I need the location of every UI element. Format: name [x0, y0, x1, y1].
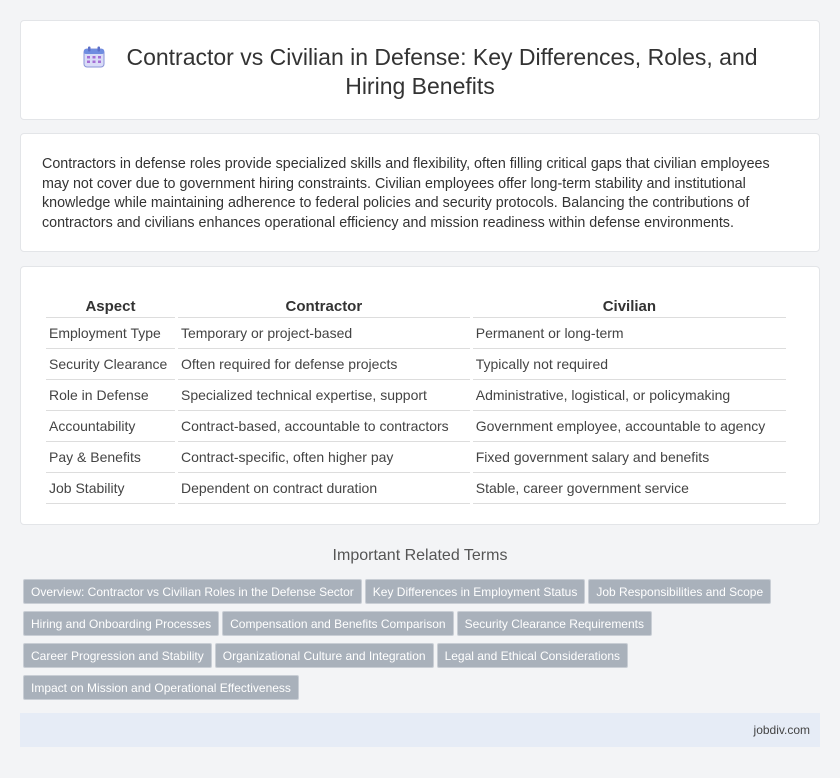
- table-cell: Role in Defense: [46, 380, 175, 411]
- header-aspect: Aspect: [46, 296, 175, 318]
- table-cell: Temporary or project-based: [178, 318, 470, 349]
- related-term-tag[interactable]: Legal and Ethical Considerations: [437, 643, 628, 668]
- header-civilian: Civilian: [473, 296, 786, 318]
- table-cell: Employment Type: [46, 318, 175, 349]
- table-row: [46, 349, 786, 380]
- table-row: [46, 473, 786, 504]
- table-cell: Typically not required: [473, 349, 786, 380]
- header-card: [20, 20, 820, 120]
- related-term-tag[interactable]: Career Progression and Stability: [23, 643, 212, 668]
- intro-card: [20, 133, 820, 252]
- related-term-tag[interactable]: Overview: Contractor vs Civilian Roles in the Defense Sector: [23, 579, 362, 604]
- table-cell: Accountability: [46, 411, 175, 442]
- table-cell: Job Stability: [46, 473, 175, 504]
- calendar-icon: [82, 45, 106, 69]
- table-cell: Government employee, accountable to agency: [473, 411, 786, 442]
- table-row: [46, 380, 786, 411]
- table-cell: Pay & Benefits: [46, 442, 175, 473]
- related-terms-heading: Important Related Terms: [332, 547, 508, 564]
- related-term-tag[interactable]: Job Responsibilities and Scope: [588, 579, 771, 604]
- related-term-tag[interactable]: Security Clearance Requirements: [457, 611, 652, 636]
- table-cell: Security Clearance: [46, 349, 175, 380]
- header-contractor: Contractor: [178, 296, 470, 318]
- related-term-tag[interactable]: Impact on Mission and Operational Effectiveness: [23, 675, 299, 700]
- comparison-card: [20, 266, 820, 525]
- table-cell: Specialized technical expertise, support: [178, 380, 470, 411]
- footer-site-link[interactable]: jobdiv.com: [753, 723, 810, 737]
- related-terms-list: [23, 579, 783, 707]
- table-cell: Contract-specific, often higher pay: [178, 442, 470, 473]
- table-row: [46, 318, 786, 349]
- table-cell: Fixed government salary and benefits: [473, 442, 786, 473]
- title-text: Contractor vs Civilian in Defense: Key Differences, Roles, and Hiring Benefits: [126, 44, 758, 99]
- page-title: [21, 43, 819, 101]
- table-cell: Dependent on contract duration: [178, 473, 470, 504]
- table-cell: Permanent or long-term: [473, 318, 786, 349]
- table-cell: Contract-based, accountable to contractors: [178, 411, 470, 442]
- footer: [20, 713, 820, 747]
- table-header-row: [46, 296, 786, 318]
- comparison-table: [43, 296, 789, 504]
- table-cell: Administrative, logistical, or policymaking: [473, 380, 786, 411]
- table-cell: Often required for defense projects: [178, 349, 470, 380]
- related-term-tag[interactable]: Key Differences in Employment Status: [365, 579, 586, 604]
- related-term-tag[interactable]: Organizational Culture and Integration: [215, 643, 434, 668]
- table-row: [46, 411, 786, 442]
- table-cell: Stable, career government service: [473, 473, 786, 504]
- intro-paragraph: Contractors in defense roles provide specialized skills and flexibility, often filling critical gaps that civilian employees may not cover due to government hiring constraints. Civilian employees offer long-term stability and institutional knowledge while maintaining adherence to federal policies and security protocols. Balancing the contributions of contractors and civilians enhances operational efficiency and mission readiness within defense environments.: [42, 156, 770, 231]
- table-row: [46, 442, 786, 473]
- related-term-tag[interactable]: Hiring and Onboarding Processes: [23, 611, 219, 636]
- related-term-tag[interactable]: Compensation and Benefits Comparison: [222, 611, 453, 636]
